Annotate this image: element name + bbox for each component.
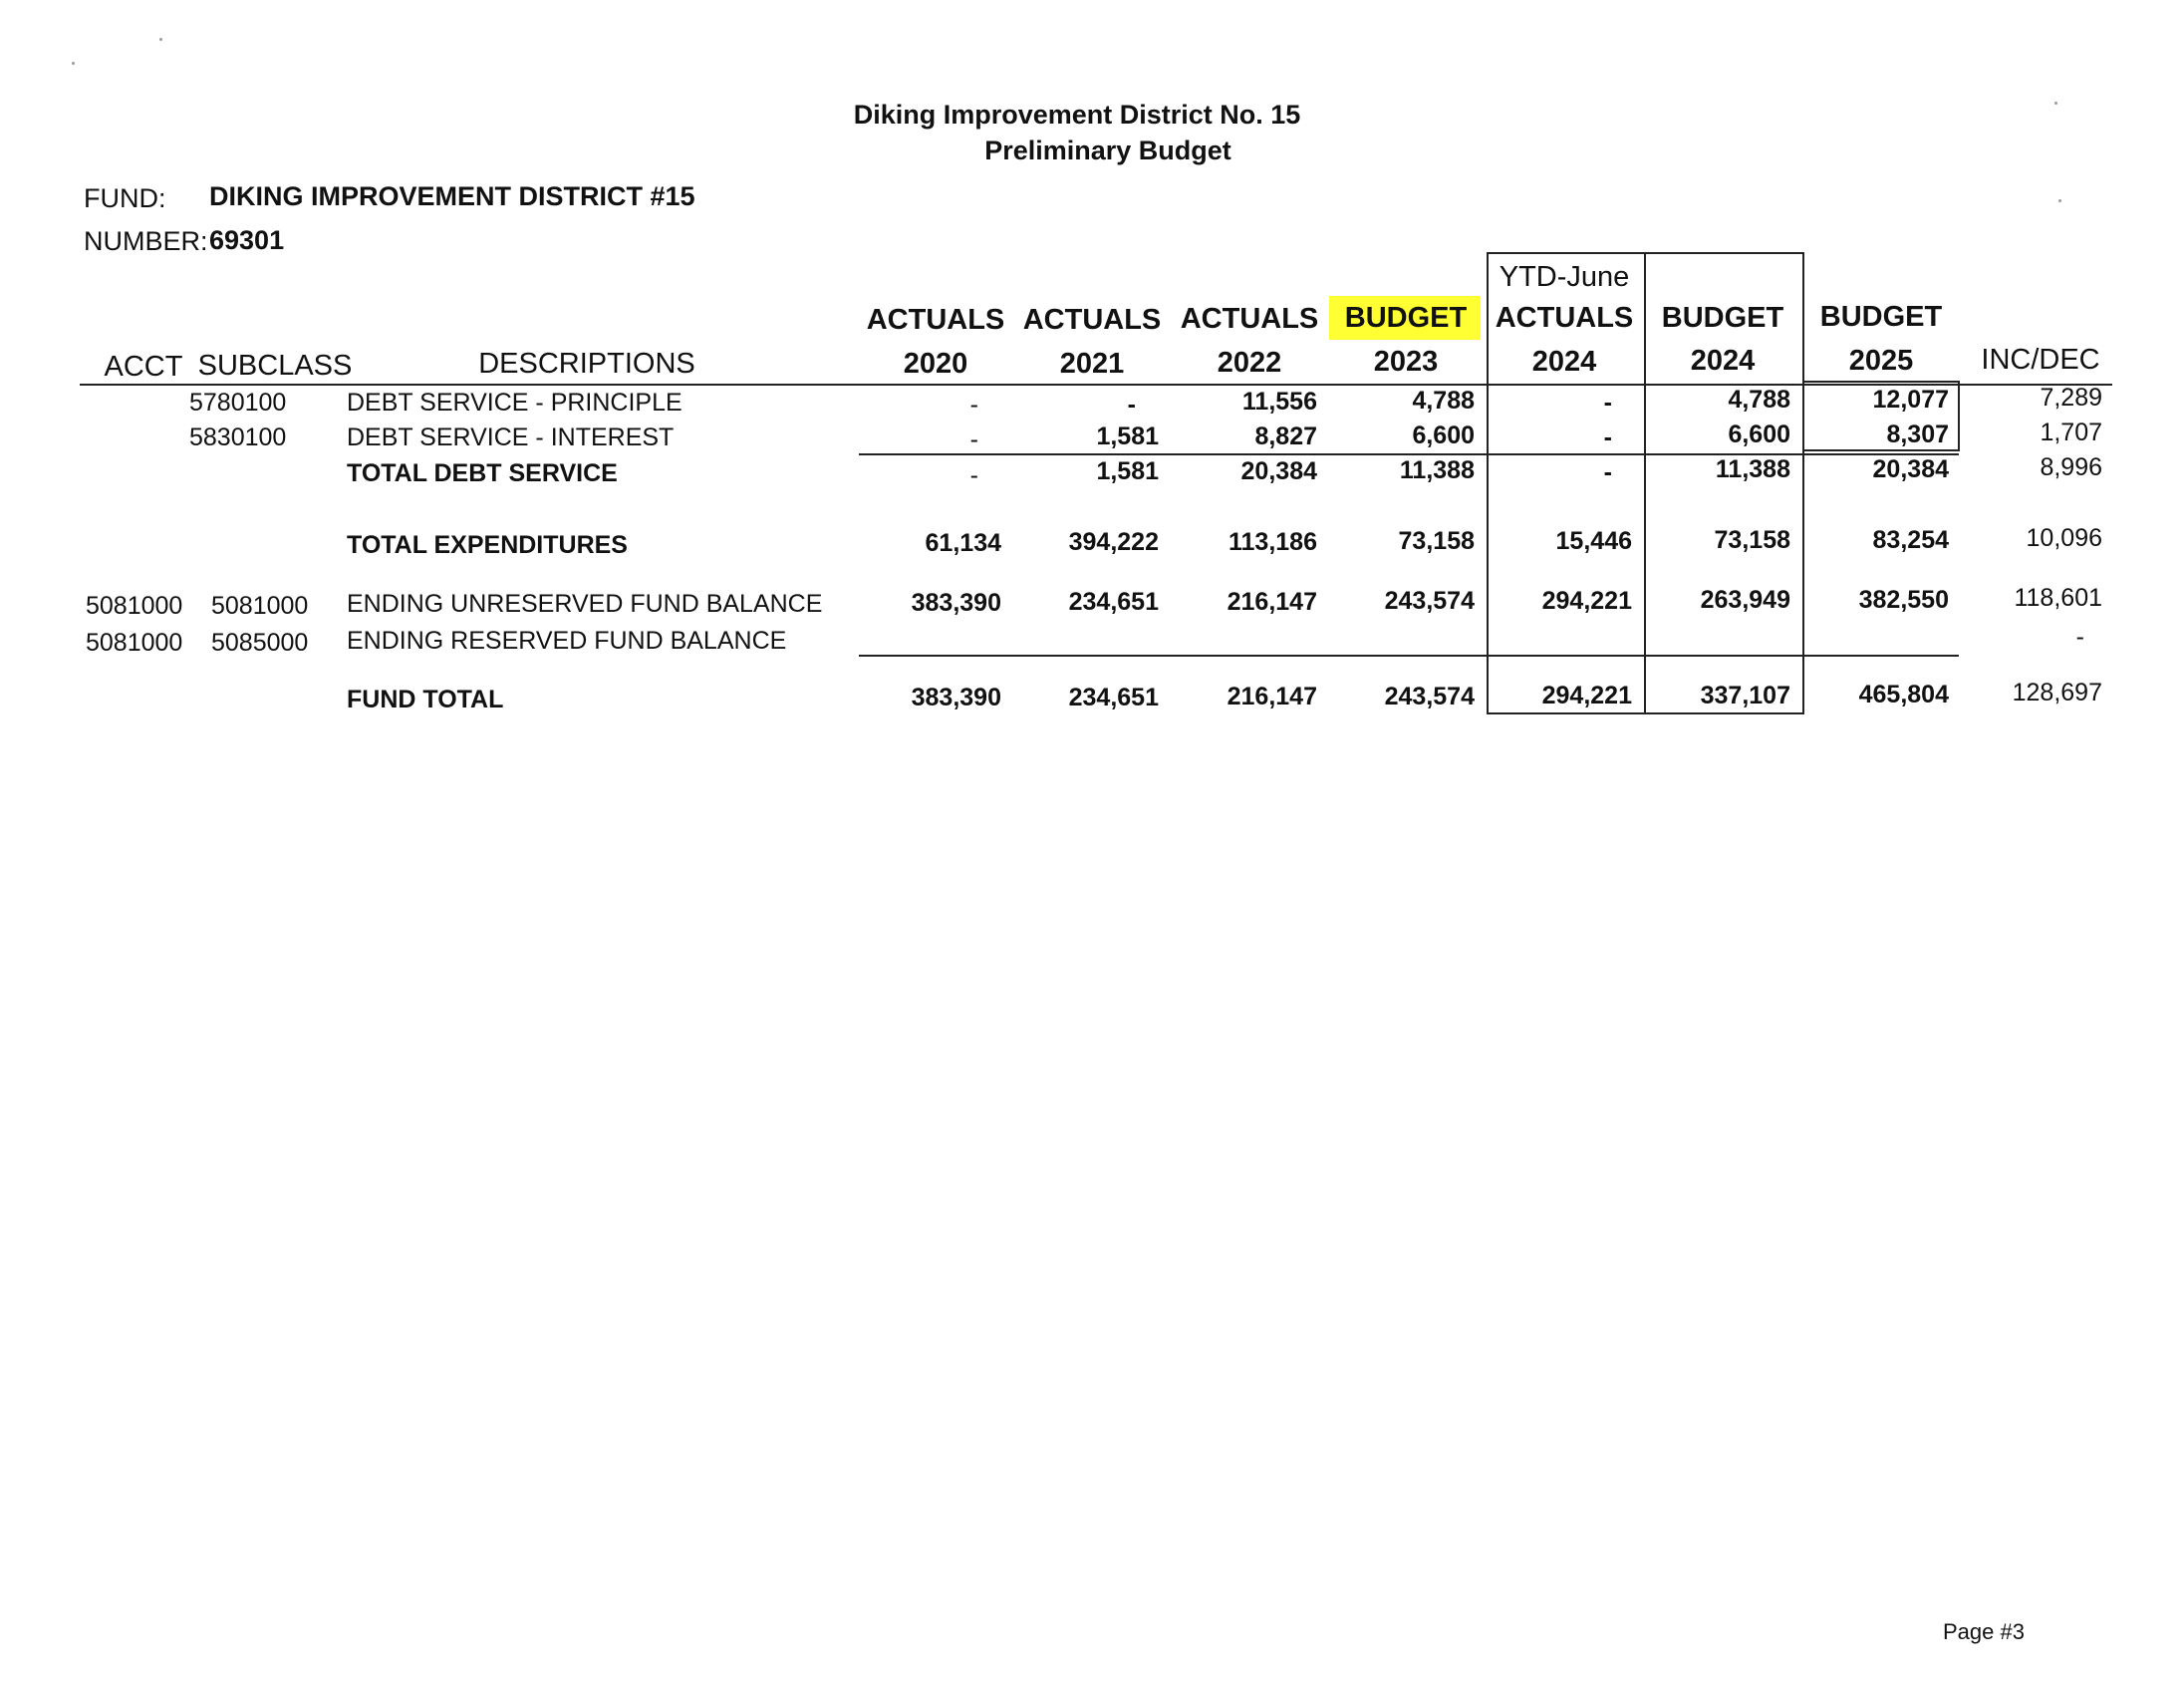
row-1-val-2023: 4,788 <box>1412 387 1475 415</box>
row-3-incdec: 8,996 <box>2040 453 2102 481</box>
col-mid-2023: BUDGET <box>1344 302 1468 334</box>
col-year-2023: 2023 <box>1373 346 1439 378</box>
fund-label: FUND: <box>84 183 166 213</box>
row-4-desc: TOTAL EXPENDITURES <box>347 531 628 559</box>
row-3-val-2021: 1,581 <box>1096 457 1159 485</box>
row-5-incdec: 118,601 <box>2014 584 2102 612</box>
subtotal-rule <box>859 453 1959 455</box>
row-1-desc: DEBT SERVICE - PRINCIPLE <box>347 389 682 417</box>
scan-speck <box>72 62 75 65</box>
row-7-val-budget-2025: 465,804 <box>1858 681 1949 708</box>
scan-speck <box>2054 102 2057 105</box>
row-1-val-ytd: - <box>1603 389 1612 417</box>
row-7-desc: FUND TOTAL <box>347 686 504 713</box>
row-1-val-2020: - <box>969 391 978 419</box>
row-6-desc: ENDING RESERVED FUND BALANCE <box>347 627 787 655</box>
row-6-acct: 5081000 <box>86 629 183 657</box>
col-mid-budget-2024: BUDGET <box>1661 302 1784 334</box>
col-year-2021: 2021 <box>1059 348 1125 380</box>
row-5-val-ytd: 294,221 <box>1541 587 1632 615</box>
row-3-val-ytd: - <box>1603 458 1612 486</box>
row-1-val-budget-2024: 4,788 <box>1728 386 1790 414</box>
document-subtitle: Preliminary Budget <box>984 136 1231 165</box>
row-2-val-2020: - <box>969 425 978 453</box>
row-5-val-2023: 243,574 <box>1384 587 1475 615</box>
scan-speck <box>2058 199 2061 202</box>
header-rule <box>80 384 2112 386</box>
col-top-ytd: YTD-June <box>1499 261 1630 293</box>
row-2-subclass: 5830100 <box>189 423 287 451</box>
row-4-val-2021: 394,222 <box>1068 528 1159 556</box>
number-label: NUMBER: <box>84 226 208 256</box>
row-7-val-2021: 234,651 <box>1068 684 1159 711</box>
row-4-val-2023: 73,158 <box>1398 527 1475 555</box>
row-1-val-2022: 11,556 <box>1241 388 1317 416</box>
row-4-val-2020: 61,134 <box>925 529 1001 557</box>
row-7-val-2020: 383,390 <box>911 684 1001 711</box>
row-2-desc: DEBT SERVICE - INTEREST <box>347 423 675 451</box>
row-2-val-2022: 8,827 <box>1254 422 1317 450</box>
document-title: Diking Improvement District No. 15 <box>853 100 1301 130</box>
row-5-val-budget-2025: 382,550 <box>1858 586 1949 614</box>
col-year-ytd-2024: 2024 <box>1531 346 1597 378</box>
row-2-val-2021: 1,581 <box>1096 422 1159 450</box>
col-subclass: SUBCLASS <box>197 350 353 382</box>
row-7-val-ytd: 294,221 <box>1541 682 1632 709</box>
col-mid-ytd: ACTUALS <box>1495 302 1634 334</box>
row-5-desc: ENDING UNRESERVED FUND BALANCE <box>347 590 823 618</box>
row-1-val-2021: - <box>1127 391 1136 419</box>
row-4-val-2022: 113,186 <box>1228 528 1317 556</box>
row-2-val-2023: 6,600 <box>1412 422 1475 449</box>
page-number: Page #3 <box>1943 1619 2025 1644</box>
row-5-val-2022: 216,147 <box>1227 588 1317 616</box>
col-year-2020: 2020 <box>903 348 968 380</box>
row-4-val-budget-2024: 73,158 <box>1714 526 1790 554</box>
row-5-val-2021: 234,651 <box>1068 588 1159 616</box>
row-2-val-budget-2025: 8,307 <box>1886 421 1949 448</box>
row-3-val-budget-2024: 11,388 <box>1715 455 1790 483</box>
row-4-val-budget-2025: 83,254 <box>1872 526 1949 554</box>
col-year-budget-2025: 2025 <box>1848 345 1914 377</box>
fund-name: DIKING IMPROVEMENT DISTRICT #15 <box>209 181 695 211</box>
row-2-val-ytd: - <box>1603 423 1612 451</box>
row-7-val-2023: 243,574 <box>1384 683 1475 710</box>
row-3-val-budget-2025: 20,384 <box>1872 455 1949 483</box>
row-4-incdec: 10,096 <box>2026 524 2102 552</box>
total-rule <box>859 655 1959 657</box>
col-acct: ACCT <box>104 351 183 383</box>
col-incdec: INC/DEC <box>1981 344 2100 376</box>
row-3-val-2022: 20,384 <box>1240 457 1317 485</box>
scan-speck <box>159 38 162 41</box>
col-descriptions: DESCRIPTIONS <box>478 348 695 380</box>
row-2-incdec: 1,707 <box>2040 419 2102 446</box>
row-3-desc: TOTAL DEBT SERVICE <box>347 459 618 487</box>
col-year-2022: 2022 <box>1217 347 1282 379</box>
fund-number: 69301 <box>209 225 285 255</box>
row-5-val-2020: 383,390 <box>911 589 1001 617</box>
row-3-val-2023: 11,388 <box>1399 456 1475 484</box>
row-7-val-2022: 216,147 <box>1227 683 1317 710</box>
row-5-val-budget-2024: 263,949 <box>1700 586 1790 614</box>
row-1-incdec: 7,289 <box>2040 384 2102 412</box>
row-3-val-2020: - <box>969 461 978 489</box>
row-6-subclass: 5085000 <box>211 629 309 657</box>
row-7-val-budget-2024: 337,107 <box>1700 682 1790 709</box>
col-mid-2020: ACTUALS <box>866 304 1005 336</box>
row-2-val-budget-2024: 6,600 <box>1728 421 1790 448</box>
row-5-subclass: 5081000 <box>211 592 309 620</box>
row-4-val-ytd: 15,446 <box>1555 527 1632 555</box>
col-mid-2022: ACTUALS <box>1180 303 1319 335</box>
col-year-budget-2024: 2024 <box>1690 345 1756 377</box>
row-6-incdec: - <box>2075 623 2084 651</box>
row-1-val-budget-2025: 12,077 <box>1872 386 1949 414</box>
row-5-acct: 5081000 <box>86 592 183 620</box>
row-1-subclass: 5780100 <box>189 389 287 417</box>
col-mid-2021: ACTUALS <box>1022 304 1162 336</box>
col-mid-budget-2025: BUDGET <box>1819 301 1943 333</box>
row-7-incdec: 128,697 <box>2012 679 2102 706</box>
